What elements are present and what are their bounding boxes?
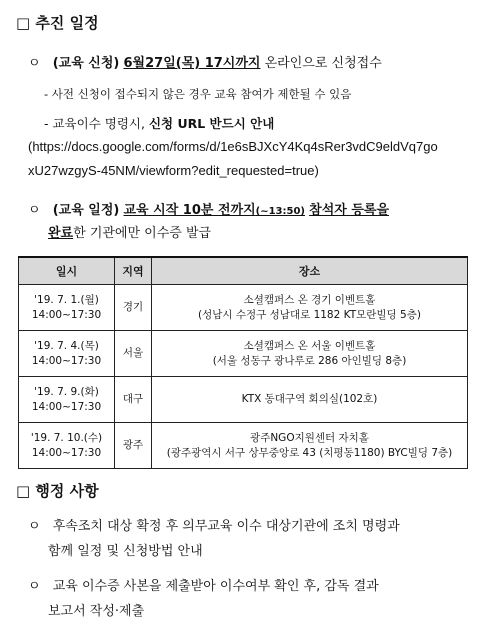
venue-name: KTX 동대구역 회의실(102호): [241, 393, 378, 405]
cell-datetime: [19, 423, 115, 469]
registration-url-line2[interactable]: xU27wzgyS-45NM/viewform?edit_requested=true): [28, 163, 319, 178]
bullet: ㅇ: [28, 519, 41, 534]
admin-item-1: [28, 515, 400, 534]
venue-address: (성남시 수정구 성남대로 1182 KT모란빌딩 5층): [198, 308, 421, 321]
checkbox-marker: □: [16, 482, 31, 500]
order-notice: [44, 114, 274, 132]
schedule-note-line1: [28, 199, 389, 218]
date-text: '19. 7. 4.(목): [34, 339, 99, 352]
venue-name: 소셜캠퍼스 온 서울 이벤트홀: [243, 339, 376, 352]
schedule-part2: 참석자 등록을: [309, 203, 390, 218]
cell-venue: [152, 331, 468, 377]
section-heading-admin: [16, 480, 99, 501]
section-title: 추진 일정: [35, 14, 99, 32]
venue-name: 광주NGO지원센터 자치홀: [250, 431, 369, 444]
section-title: 행정 사항: [35, 482, 99, 500]
cell-venue: [152, 285, 468, 331]
cell-region: 광주: [115, 423, 152, 469]
admin-item-text: 교육 이수증 사본을 제출받아 이수여부 확인 후, 감독 결과: [52, 579, 379, 594]
admin-item-2-cont: 보고서 작성·제출: [48, 604, 145, 619]
bullet: ㅇ: [28, 56, 41, 71]
order-prefix: - 교육이수 명령시,: [44, 116, 145, 131]
cell-venue: [152, 423, 468, 469]
cell-datetime: [19, 331, 115, 377]
checkbox-marker: □: [16, 14, 31, 32]
header-venue: 장소: [152, 257, 468, 285]
order-emphasis: 신청 URL 반드시 안내: [148, 116, 275, 131]
header-datetime: 일시: [19, 257, 115, 285]
date-text: '19. 7. 10.(수): [30, 431, 103, 444]
table-row: [19, 377, 468, 423]
schedule-time: (~13:50): [255, 206, 305, 217]
venue-address: (서울 성동구 광나루로 286 아인빌딩 8층): [212, 354, 407, 367]
time-text: 14:00~17:30: [31, 308, 102, 321]
date-text: '19. 7. 1.(월): [34, 293, 99, 306]
schedule-part3: 완료: [48, 226, 74, 241]
deadline-rest: 온라인으로 신청접수: [264, 56, 382, 71]
time-text: 14:00~17:30: [31, 446, 102, 459]
admin-item-2: [28, 575, 379, 594]
cell-region: 경기: [115, 285, 152, 331]
schedule-note-line2: [48, 222, 211, 241]
registration-url-line1[interactable]: (https://docs.google.com/forms/d/1e6sBJXcY4Kq4sRer3vdC9eldVq7go: [28, 139, 438, 154]
schedule-label: (교육 일정): [52, 203, 120, 218]
section-heading-schedule: [16, 12, 99, 33]
schedule-rest: 한 기관에만 이수증 발급: [73, 226, 212, 241]
deadline-label: (교육 신청): [52, 56, 120, 71]
registration-deadline: [28, 52, 382, 71]
schedule-table: [18, 256, 468, 469]
table-row: [19, 331, 468, 377]
table-row: [19, 285, 468, 331]
time-text: 14:00~17:30: [31, 354, 102, 367]
date-text: '19. 7. 9.(화): [34, 385, 99, 398]
cell-datetime: [19, 377, 115, 423]
cell-region: 대구: [115, 377, 152, 423]
venue-name: 소셜캠퍼스 온 경기 이벤트홀: [243, 293, 376, 306]
admin-item-1-cont: 함께 일정 및 신청방법 안내: [48, 544, 203, 559]
cell-region: 서울: [115, 331, 152, 377]
table-header-row: [19, 257, 468, 285]
cell-datetime: [19, 285, 115, 331]
venue-address: (광주광역시 서구 상무중앙로 43 (치평동1180) BYC빌딩 7층): [166, 446, 453, 459]
header-region: 지역: [115, 257, 152, 285]
time-text: 14:00~17:30: [31, 400, 102, 413]
cell-venue: [152, 377, 468, 423]
schedule-part1: 교육 시작 10분 전까지: [123, 203, 256, 218]
deadline-date: 6월27일(목) 17시까지: [123, 56, 261, 71]
table-row: [19, 423, 468, 469]
participation-note: - 사전 신청이 접수되지 않은 경우 교육 참여가 제한될 수 있음: [44, 87, 352, 101]
bullet: ㅇ: [28, 579, 41, 594]
bullet: ㅇ: [28, 203, 41, 218]
admin-item-text: 후속조치 대상 확정 후 의무교육 이수 대상기관에 조치 명령과: [52, 519, 400, 534]
